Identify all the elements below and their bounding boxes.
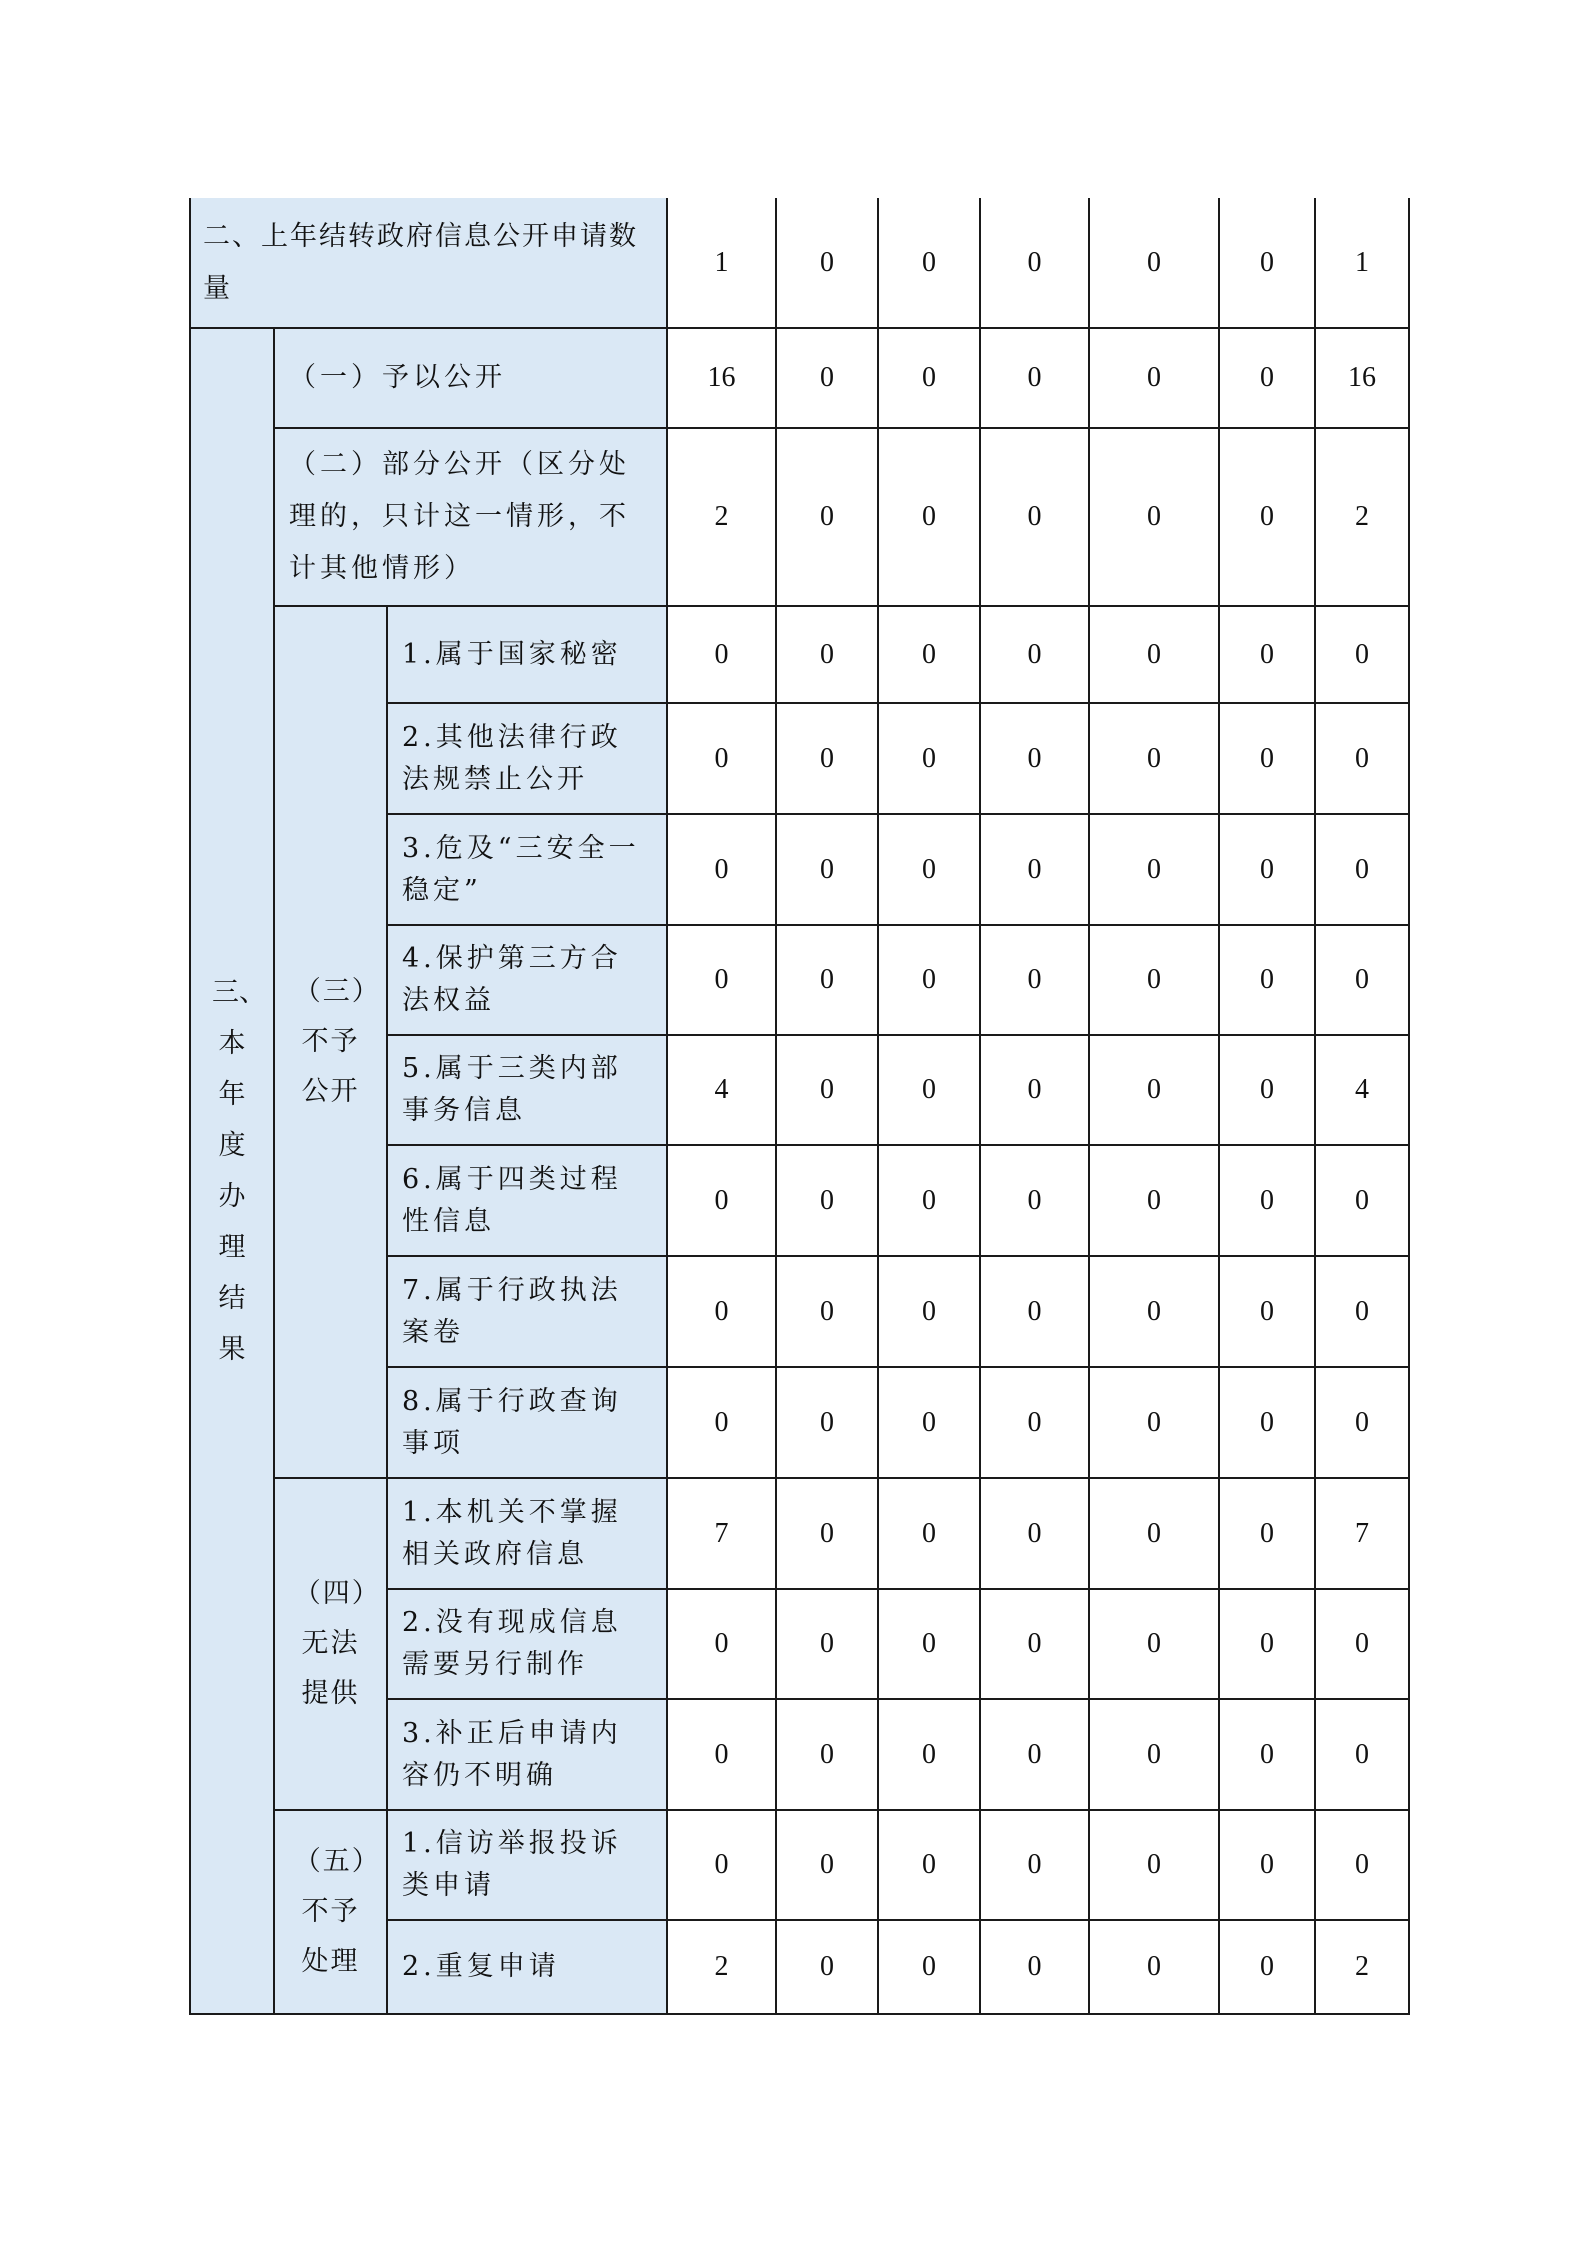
value-cell: 0 <box>1089 1256 1219 1367</box>
value-cell: 0 <box>980 428 1089 606</box>
row-label: （一）予以公开 <box>274 328 667 428</box>
value-cell: 0 <box>1089 1145 1219 1256</box>
item-label: 1.属于国家秘密 <box>387 606 667 703</box>
value-cell: 0 <box>1315 1367 1409 1478</box>
table-row <box>190 1478 1409 1589</box>
value-cell: 0 <box>878 1145 980 1256</box>
value-cell: 0 <box>1089 1699 1219 1810</box>
value-cell: 0 <box>776 428 878 606</box>
item-label: 2.其他法律行政法规禁止公开 <box>387 703 667 814</box>
value-cell: 0 <box>776 1145 878 1256</box>
table-row <box>190 198 1409 328</box>
value-cell: 0 <box>878 1589 980 1699</box>
item-label: 8.属于行政查询事项 <box>387 1367 667 1478</box>
value-cell: 0 <box>1089 1367 1219 1478</box>
value-cell: 0 <box>776 1699 878 1810</box>
row-label: 二、上年结转政府信息公开申请数量 <box>190 198 667 328</box>
value-cell: 0 <box>776 1256 878 1367</box>
value-cell: 0 <box>1089 1478 1219 1589</box>
value-cell: 0 <box>1089 1035 1219 1145</box>
value-cell: 2 <box>667 428 776 606</box>
value-cell: 1 <box>1315 198 1409 328</box>
value-cell: 2 <box>667 1920 776 2014</box>
value-cell: 0 <box>1315 1256 1409 1367</box>
value-cell: 2 <box>1315 1920 1409 2014</box>
value-cell: 0 <box>776 1367 878 1478</box>
value-cell: 0 <box>1219 1810 1315 1920</box>
value-cell: 0 <box>1219 1145 1315 1256</box>
table-row <box>190 428 1409 606</box>
row-label: （二）部分公开（区分处理的，只计这一情形，不计其他情形） <box>274 428 667 606</box>
value-cell: 0 <box>667 1589 776 1699</box>
value-cell: 0 <box>878 198 980 328</box>
item-label: 1.本机关不掌握相关政府信息 <box>387 1478 667 1589</box>
value-cell: 0 <box>1089 198 1219 328</box>
value-cell: 0 <box>1089 606 1219 703</box>
value-cell: 0 <box>1219 703 1315 814</box>
value-cell: 0 <box>776 328 878 428</box>
value-cell: 0 <box>980 1589 1089 1699</box>
value-cell: 0 <box>1089 428 1219 606</box>
value-cell: 0 <box>1219 925 1315 1035</box>
value-cell: 0 <box>980 1478 1089 1589</box>
value-cell: 0 <box>1089 328 1219 428</box>
value-cell: 0 <box>1089 1920 1219 2014</box>
value-cell: 0 <box>667 1256 776 1367</box>
value-cell: 0 <box>980 925 1089 1035</box>
value-cell: 0 <box>980 606 1089 703</box>
value-cell: 0 <box>980 1035 1089 1145</box>
value-cell: 0 <box>667 1699 776 1810</box>
value-cell: 0 <box>1315 1589 1409 1699</box>
item-label: 3.危及“三安全一稳定” <box>387 814 667 925</box>
item-label: 4.保护第三方合法权益 <box>387 925 667 1035</box>
value-cell: 0 <box>980 1920 1089 2014</box>
value-cell: 0 <box>776 198 878 328</box>
value-cell: 0 <box>1219 1256 1315 1367</box>
value-cell: 0 <box>980 1145 1089 1256</box>
disclosure-statistics-table <box>189 198 1410 2015</box>
value-cell: 7 <box>667 1478 776 1589</box>
value-cell: 1 <box>667 198 776 328</box>
value-cell: 0 <box>878 1256 980 1367</box>
value-cell: 7 <box>1315 1478 1409 1589</box>
value-cell: 0 <box>1219 1367 1315 1478</box>
value-cell: 0 <box>980 1367 1089 1478</box>
value-cell: 0 <box>1089 814 1219 925</box>
value-cell: 0 <box>878 925 980 1035</box>
group-label-not-processed: （五）不予处理 <box>274 1810 387 2014</box>
value-cell: 0 <box>878 814 980 925</box>
value-cell: 0 <box>1315 1145 1409 1256</box>
item-label: 3.补正后申请内容仍不明确 <box>387 1699 667 1810</box>
value-cell: 0 <box>667 1145 776 1256</box>
value-cell: 0 <box>776 1920 878 2014</box>
group-label-not-public: （三）不予公开 <box>274 606 387 1478</box>
table-row <box>190 606 1409 703</box>
value-cell: 0 <box>980 1699 1089 1810</box>
group-label-unable: （四）无法提供 <box>274 1478 387 1810</box>
value-cell: 0 <box>1089 703 1219 814</box>
value-cell: 0 <box>667 1367 776 1478</box>
value-cell: 0 <box>1219 198 1315 328</box>
value-cell: 0 <box>667 1810 776 1920</box>
value-cell: 0 <box>776 703 878 814</box>
value-cell: 4 <box>1315 1035 1409 1145</box>
value-cell: 0 <box>1219 1035 1315 1145</box>
value-cell: 0 <box>667 925 776 1035</box>
value-cell: 0 <box>776 1589 878 1699</box>
value-cell: 0 <box>980 814 1089 925</box>
value-cell: 0 <box>1315 1699 1409 1810</box>
value-cell: 0 <box>1219 606 1315 703</box>
item-label: 6.属于四类过程性信息 <box>387 1145 667 1256</box>
item-label: 2.没有现成信息需要另行制作 <box>387 1589 667 1699</box>
value-cell: 0 <box>1219 328 1315 428</box>
item-label: 5.属于三类内部事务信息 <box>387 1035 667 1145</box>
value-cell: 0 <box>878 428 980 606</box>
value-cell: 0 <box>1315 606 1409 703</box>
value-cell: 0 <box>776 1810 878 1920</box>
value-cell: 0 <box>1315 703 1409 814</box>
value-cell: 0 <box>878 703 980 814</box>
value-cell: 0 <box>980 1810 1089 1920</box>
value-cell: 0 <box>1089 1589 1219 1699</box>
value-cell: 0 <box>980 1256 1089 1367</box>
value-cell: 0 <box>776 814 878 925</box>
value-cell: 16 <box>1315 328 1409 428</box>
value-cell: 0 <box>776 1478 878 1589</box>
value-cell: 16 <box>667 328 776 428</box>
item-label: 1.信访举报投诉类申请 <box>387 1810 667 1920</box>
value-cell: 0 <box>980 198 1089 328</box>
value-cell: 0 <box>980 703 1089 814</box>
value-cell: 0 <box>878 1810 980 1920</box>
value-cell: 0 <box>1315 925 1409 1035</box>
value-cell: 0 <box>1089 1810 1219 1920</box>
value-cell: 0 <box>878 1367 980 1478</box>
section-three-label: 三、本年度办理结果 <box>190 328 274 2014</box>
value-cell: 0 <box>980 328 1089 428</box>
value-cell: 0 <box>878 1920 980 2014</box>
value-cell: 0 <box>1219 1589 1315 1699</box>
value-cell: 0 <box>1219 1699 1315 1810</box>
value-cell: 2 <box>1315 428 1409 606</box>
value-cell: 0 <box>878 1035 980 1145</box>
value-cell: 0 <box>1219 428 1315 606</box>
value-cell: 0 <box>667 814 776 925</box>
value-cell: 0 <box>878 606 980 703</box>
table-row <box>190 1810 1409 1920</box>
value-cell: 0 <box>1089 925 1219 1035</box>
item-label: 2.重复申请 <box>387 1920 667 2014</box>
table-row <box>190 328 1409 428</box>
value-cell: 0 <box>1219 1478 1315 1589</box>
item-label: 7.属于行政执法案卷 <box>387 1256 667 1367</box>
value-cell: 0 <box>1219 1920 1315 2014</box>
value-cell: 0 <box>1315 814 1409 925</box>
value-cell: 0 <box>1315 1810 1409 1920</box>
value-cell: 0 <box>878 1478 980 1589</box>
value-cell: 0 <box>667 703 776 814</box>
value-cell: 0 <box>776 925 878 1035</box>
value-cell: 0 <box>776 606 878 703</box>
value-cell: 0 <box>878 1699 980 1810</box>
value-cell: 0 <box>878 328 980 428</box>
value-cell: 0 <box>1219 814 1315 925</box>
value-cell: 4 <box>667 1035 776 1145</box>
value-cell: 0 <box>667 606 776 703</box>
value-cell: 0 <box>776 1035 878 1145</box>
